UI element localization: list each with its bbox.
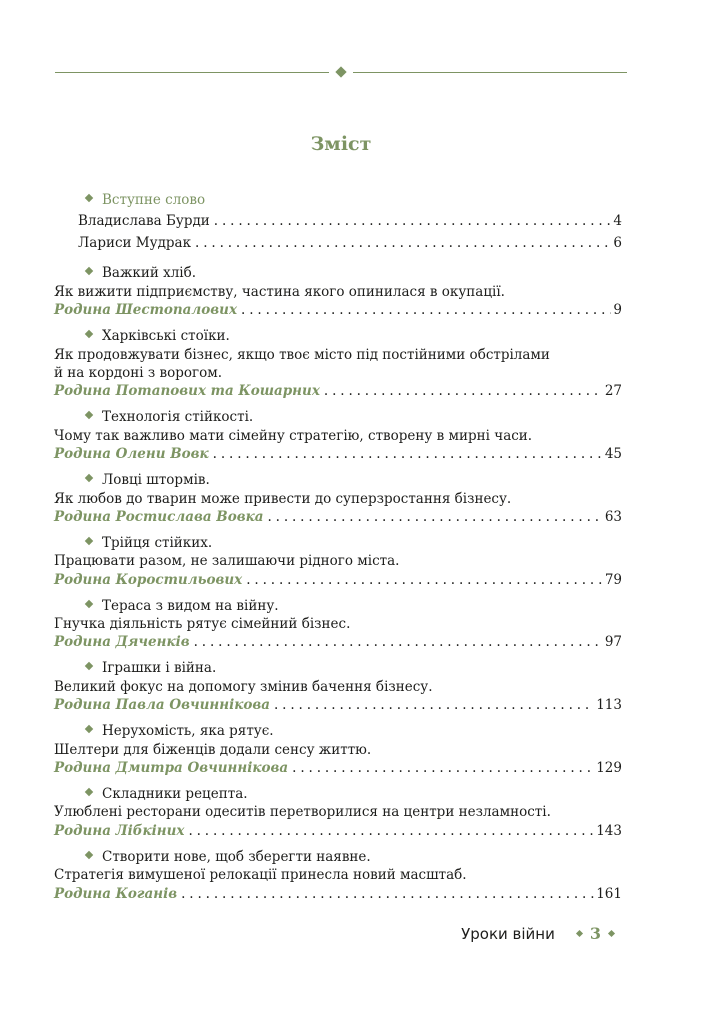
chapter-title: Ловці штормів.	[86, 471, 210, 489]
chapter-entry: Родина Шестопалових . . . 9	[54, 301, 622, 319]
chapter-title: Складники рецепта.	[86, 785, 248, 803]
page-number: 129	[596, 760, 622, 776]
chapter-title: Важкий хліб.	[86, 264, 196, 282]
chapter-description: Чому так важливо мати сімейну стратегію, створену в мирні часи.	[54, 428, 533, 444]
diamond-bullet-icon	[85, 537, 93, 545]
chapter-entry: Родина Потапових та Кошарних . . . 27	[54, 382, 622, 400]
page-title: Зміст	[310, 133, 372, 155]
chapter-title: Технологія стійкості.	[86, 408, 253, 426]
chapter-description: Працювати разом, не залишаючи рідного міста.	[54, 553, 400, 569]
diamond-bullet-icon	[85, 600, 93, 608]
page-number: 63	[604, 509, 622, 525]
chapter-title: Нерухомість, яка рятує.	[86, 722, 274, 740]
chapter-description: Шелтери для біженців додали сенсу життю.	[54, 742, 372, 758]
diamond-ornament-icon	[335, 66, 346, 77]
top-rule-right	[353, 72, 627, 73]
toc-intro-entry[interactable]: Лариси Мудрак . . . 6	[78, 234, 622, 252]
chapter-entry: Родина Дяченків . . . 97	[54, 633, 622, 651]
page-number: 9	[613, 302, 622, 318]
page-number: 143	[596, 823, 622, 839]
chapter-entry: Родина Ростислава Вовка . . . 63	[54, 508, 622, 526]
page-footer	[0, 924, 622, 943]
diamond-bullet-icon	[85, 330, 93, 338]
diamond-ornament-icon	[576, 930, 583, 937]
diamond-ornament-icon	[608, 930, 615, 937]
diamond-bullet-icon	[85, 411, 93, 419]
page-number: 27	[604, 383, 622, 399]
diamond-bullet-icon	[85, 662, 93, 670]
chapter-description: Гнучка діяльність рятує сімейний бізнес.	[54, 616, 351, 632]
chapter-description: Великий фокус на допомогу змінив бачення бізнесу.	[54, 679, 433, 695]
chapter-title: Трійця стійких.	[86, 534, 212, 552]
page-number: 97	[604, 634, 622, 650]
chapter-title: Створити нове, щоб зберегти наявне.	[86, 848, 371, 866]
chapter-title: Іграшки і війна.	[86, 659, 216, 677]
chapter-entry: Родина Олени Вовк . . . 45	[54, 445, 622, 463]
diamond-bullet-icon	[85, 725, 93, 733]
page-number: 161	[596, 886, 622, 902]
chapter-description: Як продовжувати бізнес, якщо твоє місто під постійними обстрілами	[54, 347, 550, 363]
chapter-entry: Родина Лібкіних . . . 143	[54, 822, 622, 840]
diamond-bullet-icon	[85, 474, 93, 482]
top-rule-left	[55, 72, 329, 73]
chapter-entry: Родина Павла Овчиннікова . . . 113	[54, 696, 622, 714]
folio-page-number: 3	[589, 924, 601, 943]
chapter-description: й на кордоні з ворогом.	[54, 365, 223, 381]
diamond-bullet-icon	[85, 788, 93, 796]
page-number: 113	[596, 697, 622, 713]
chapter-entry: Родина Коганів . . . 161	[54, 885, 622, 903]
chapter-title: Тераса з видом на війну.	[86, 597, 279, 615]
toc-intro-title[interactable]: Вступне слово	[86, 191, 205, 209]
page-number: 45	[604, 446, 622, 462]
chapter-description: Стратегія вимушеної релокації принесла новий масштаб.	[54, 867, 467, 883]
running-title: Уроки війни	[461, 924, 555, 943]
diamond-bullet-icon	[85, 194, 93, 202]
page-number: 4	[613, 213, 622, 229]
chapter-description: Як вижити підприємству, частина якого опинилася в окупації.	[54, 284, 505, 300]
chapter-entry: Родина Дмитра Овчиннікова . . . 129	[54, 759, 622, 777]
diamond-bullet-icon	[85, 851, 93, 859]
chapter-description: Як любов до тварин може привести до суперзростання бізнесу.	[54, 491, 512, 507]
page-number: 79	[604, 572, 622, 588]
chapter-entry: Родина Коростильових . . . 79	[54, 571, 622, 589]
page-number: 6	[613, 235, 622, 251]
chapter-description: Улюблені ресторани одеситів перетворилися на центри незламності.	[54, 804, 551, 820]
diamond-bullet-icon	[85, 267, 93, 275]
chapter-title: Харківські стоїки.	[86, 327, 230, 345]
toc-intro-entry[interactable]: Владислава Бурди . . . 4	[78, 212, 622, 230]
